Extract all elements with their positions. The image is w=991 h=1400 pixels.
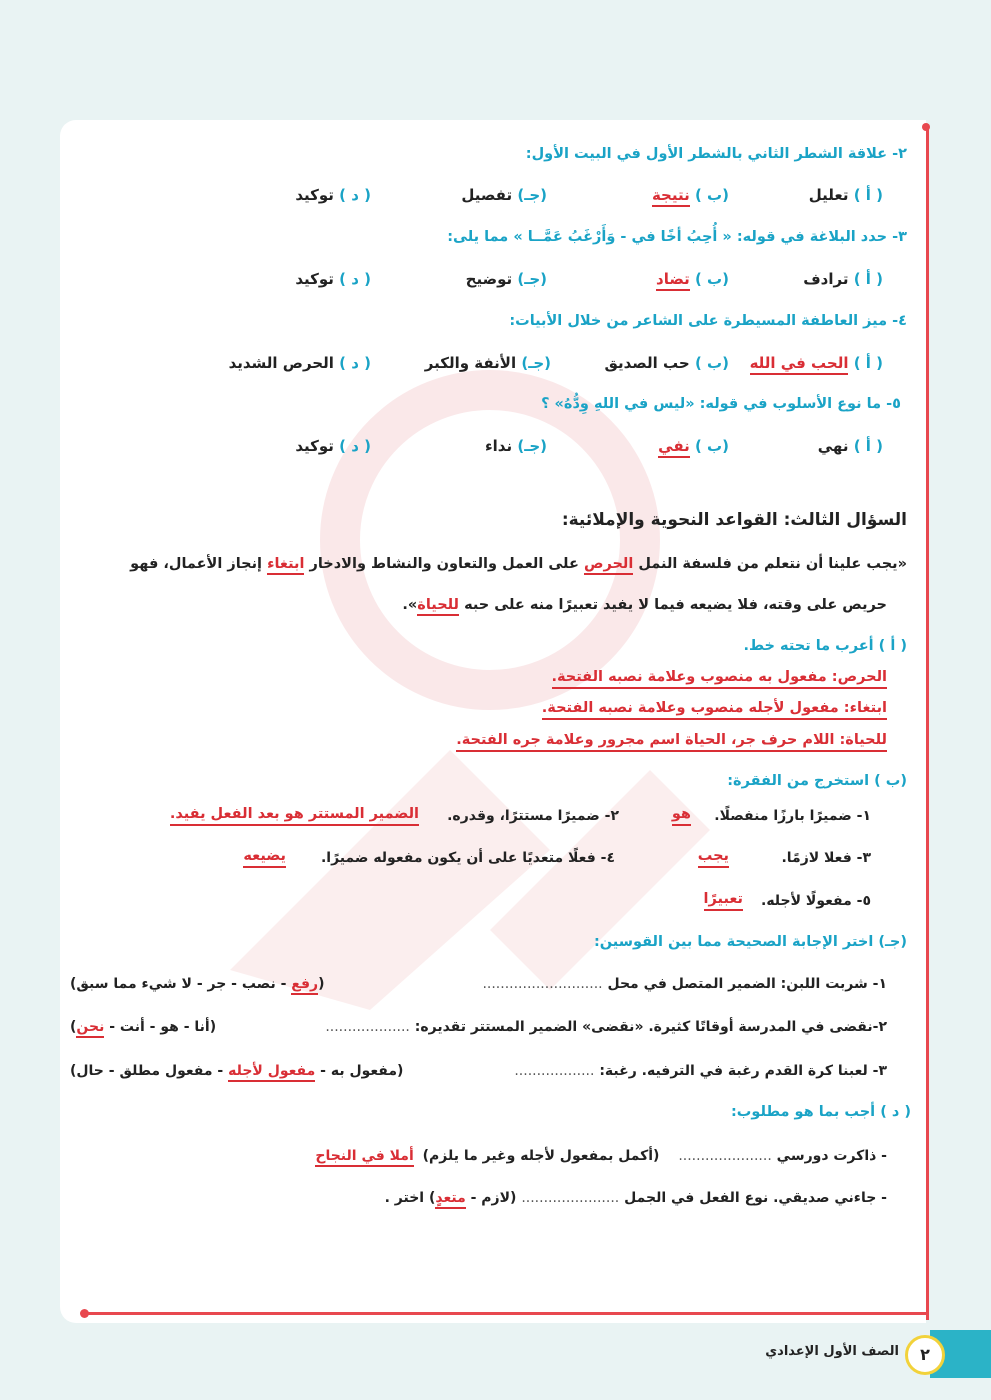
q5-option-b[interactable] xyxy=(658,437,729,455)
row-text: - ذاكرت دورسي xyxy=(776,1148,887,1164)
option-label: (ب ) xyxy=(694,186,729,204)
answer-row-1 xyxy=(315,1148,887,1164)
q4-option-c[interactable] xyxy=(425,354,551,372)
option-label: (جـ) xyxy=(517,186,547,204)
choice-rest: (مفعول به - xyxy=(315,1063,404,1079)
choice-row-3 xyxy=(514,1063,887,1079)
option-label: (جـ) xyxy=(517,270,547,288)
option-label: ( أ ) xyxy=(853,270,883,288)
row-hint: (أكمل بمفعول لأجله وغير ما يلزم) xyxy=(422,1148,660,1164)
option-label: (جـ) xyxy=(521,354,551,372)
page-number: ٢ xyxy=(905,1335,945,1375)
choice-rest: - نصب - جر - لا شيء مما سبق) xyxy=(70,976,292,992)
row-text: (لازم - xyxy=(465,1190,517,1206)
footer-grade-label: الصف الأول الإعدادي xyxy=(765,1344,899,1359)
extract-answer-3: يجب xyxy=(698,848,729,868)
paragraph-text: «يجب علينا أن نتعلم من فلسفة النمل xyxy=(633,556,907,572)
bottom-divider xyxy=(86,1312,929,1315)
extract-item-1: ١- ضميرًا بارزًا منفصلًا. xyxy=(714,808,871,824)
part-a-label: ( أ ) أعرب ما تحته خط. xyxy=(743,638,907,654)
answer-blank: ................... xyxy=(325,1019,410,1035)
option-label: (ب ) xyxy=(694,437,729,455)
bottom-divider-dot xyxy=(80,1309,89,1318)
q2-option-c[interactable] xyxy=(461,186,547,204)
option-label: ( د ) xyxy=(339,270,371,288)
option-text: توكيد xyxy=(295,437,334,455)
choice-answer[interactable]: رفع xyxy=(291,976,318,995)
q4-option-a[interactable] xyxy=(750,354,883,372)
option-text: الأنفة والكبر xyxy=(424,354,517,372)
question-5-title: ٥- ما نوع الأسلوب في قوله: «ليس في اللهِ وِدُّهُ» ؟ xyxy=(541,396,901,412)
option-text-answer: الحب في الله xyxy=(750,354,849,375)
parse-answer-3: للحياة: اللام حرف جر، الحياة اسم مجرور وعلامة جره الفتحة. xyxy=(456,732,887,752)
content-card xyxy=(60,120,926,1323)
choice-question: ١- شربت اللبن: الضمير المتصل في محل xyxy=(607,976,887,992)
option-text: ترادف xyxy=(803,270,849,288)
option-text: الحرص الشديد xyxy=(228,354,334,372)
q2-option-d[interactable] xyxy=(295,186,371,204)
option-label: ( أ ) xyxy=(853,437,883,455)
option-text: نداء xyxy=(485,437,513,455)
q5-option-a[interactable] xyxy=(818,437,883,455)
option-label: ( أ ) xyxy=(853,186,883,204)
answer-blank: ........................... xyxy=(482,976,603,992)
option-text-answer: تضاد xyxy=(656,270,690,291)
q4-option-d[interactable] xyxy=(229,354,371,372)
q3-option-b[interactable] xyxy=(656,270,729,288)
paragraph-text: حريص على وقته، فلا يضيعه فيما لا يفيد تعبيرًا منه على حبه xyxy=(459,597,887,613)
choice-options-3 xyxy=(70,1063,403,1079)
part-d-label: ( د ) أجب بما هو مطلوب: xyxy=(731,1104,911,1120)
extract-item-4: ٤- فعلًا متعديًا على أن يكون مفعوله ضميرًا. xyxy=(320,850,615,866)
option-text: حب الصديق xyxy=(604,354,690,372)
choice-question: ٢-نقضى في المدرسة أوقاتًا كثيرة. «نقضى» الضمير المستتر تقديره: xyxy=(414,1019,887,1035)
q3-option-d[interactable] xyxy=(295,270,371,288)
part-c-label: (جـ) اختر الإجابة الصحيحة مما بين القوسين: xyxy=(593,934,907,950)
row-answer[interactable]: أملا في النجاح xyxy=(315,1148,413,1167)
answer-blank: ..................... xyxy=(678,1148,772,1164)
option-label: (جـ) xyxy=(517,437,547,455)
q5-option-c[interactable] xyxy=(485,437,547,455)
choice-options-2 xyxy=(70,1019,216,1035)
q3-option-a[interactable] xyxy=(803,270,883,288)
question-2-title: ٢- علاقة الشطر الثاني بالشطر الأول في البيت الأول: xyxy=(525,146,907,162)
section-3-heading: السؤال الثالث: القواعد النحوية والإملائية: xyxy=(561,510,907,530)
question-3-title: ٣- حدد البلاغة في قوله: « أُحِبُ أخًا في - وَأَرْغَبُ عَمَّــا » مما يلى: xyxy=(447,229,907,245)
card-edge-line xyxy=(926,125,929,1320)
row-text: - جاءني صديقي. نوع الفعل في الجمل xyxy=(624,1190,887,1206)
underlined-word: للحياة xyxy=(417,597,459,616)
row-answer[interactable]: متعدٍ xyxy=(435,1190,465,1209)
question-4-title: ٤- ميز العاطفة المسيطرة على الشاعر من خلال الأبيات: xyxy=(509,313,907,329)
underlined-word: ابتغاء xyxy=(267,556,304,575)
paren: ) xyxy=(70,1019,77,1035)
answer-row-2 xyxy=(385,1190,887,1206)
choice-answer[interactable]: مفعول لأجله xyxy=(228,1063,315,1082)
extract-item-2: ٢- ضميرًا مستترًا، وقدره. xyxy=(447,808,619,824)
extract-answer-2: الضمير المستتر هو بعد الفعل يفيد. xyxy=(170,806,419,826)
paragraph-line-2 xyxy=(402,597,887,613)
option-text: تفصيل xyxy=(461,186,513,204)
paren: ( xyxy=(318,976,325,992)
answer-blank: .................. xyxy=(514,1063,595,1079)
choice-question: ٣- لعبنا كرة القدم رغبة في الترفيه. رغبة: xyxy=(599,1063,887,1079)
q5-option-d[interactable] xyxy=(295,437,371,455)
paragraph-line-1 xyxy=(130,556,907,572)
paragraph-text: ». xyxy=(402,597,418,613)
parse-answer-1: الحرص: مفعول به منصوب وعلامة نصبه الفتحة. xyxy=(552,669,888,689)
q3-option-c[interactable] xyxy=(466,270,547,288)
choice-row-1 xyxy=(482,976,887,992)
row-text: ) اختر . xyxy=(384,1190,436,1206)
option-text-answer: نتيجة xyxy=(652,186,690,207)
option-label: (ب ) xyxy=(694,354,729,372)
answer-blank: ...................... xyxy=(521,1190,620,1206)
extract-answer-5: تعبيرًا xyxy=(704,891,743,911)
choice-row-2 xyxy=(325,1019,887,1035)
choice-rest: - مفعول مطلق - حال) xyxy=(70,1063,229,1079)
q4-option-b[interactable] xyxy=(604,354,729,372)
paragraph-text: على العمل والتعاون والنشاط والادخار xyxy=(304,556,584,572)
extract-item-5: ٥- مفعولًا لأجله. xyxy=(761,893,871,909)
option-text: توكيد xyxy=(295,186,334,204)
option-text: تعليل xyxy=(808,186,849,204)
option-label: ( د ) xyxy=(339,354,371,372)
choice-options-1 xyxy=(70,976,325,992)
part-b-label: (ب ) استخرج من الفقرة: xyxy=(727,773,907,789)
option-label: ( أ ) xyxy=(853,354,883,372)
option-label: ( د ) xyxy=(339,437,371,455)
extract-answer-4: يضيعه xyxy=(243,848,286,868)
paragraph-text: إنجاز الأعمال، فهو xyxy=(130,556,268,572)
choice-answer[interactable]: نحن xyxy=(76,1019,104,1038)
option-text: توضيح xyxy=(465,270,513,288)
choice-rest: (أنا - هو - أنت - xyxy=(104,1019,217,1035)
option-text: نهي xyxy=(817,437,849,455)
option-text-answer: نفي xyxy=(658,437,690,458)
q2-option-b[interactable] xyxy=(652,186,729,204)
option-label: ( د ) xyxy=(339,186,371,204)
card-edge-dot xyxy=(922,123,930,131)
parse-answer-2: ابتغاء: مفعول لأجله منصوب وعلامة نصبه الفتحة. xyxy=(542,700,887,720)
extract-answer-1: هو xyxy=(672,806,691,826)
option-label: (ب ) xyxy=(694,270,729,288)
underlined-word: الحرص xyxy=(584,556,633,575)
extract-item-3: ٣- فعلا لازمًا. xyxy=(781,850,871,866)
option-text: توكيد xyxy=(295,270,334,288)
q2-option-a[interactable] xyxy=(809,186,883,204)
